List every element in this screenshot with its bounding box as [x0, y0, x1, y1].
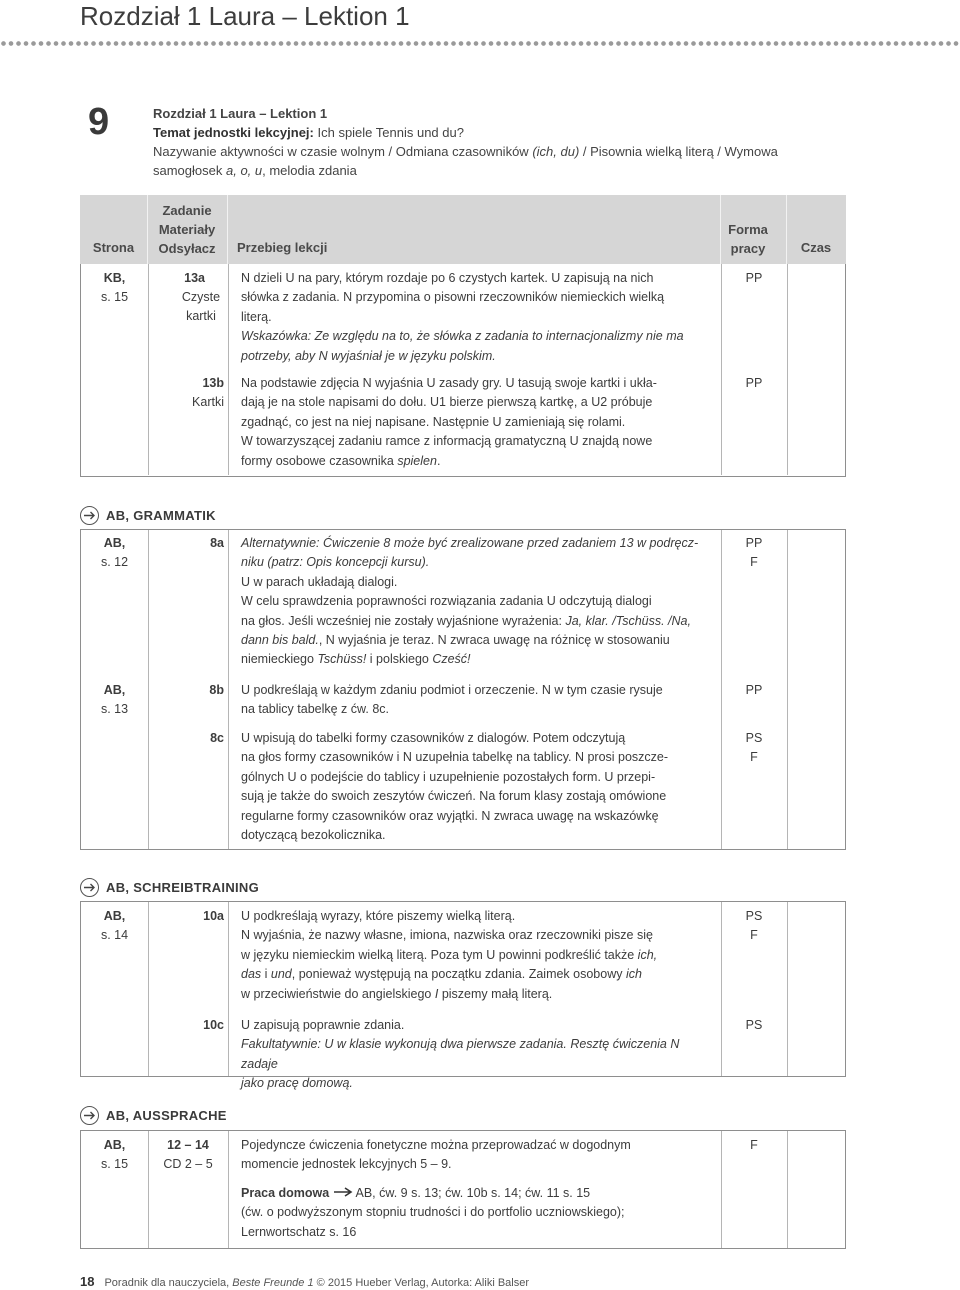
step-text-part: niemieckiego [241, 652, 318, 667]
forma-aussprache: F [750, 1138, 758, 1152]
forma-13a: PP [745, 271, 763, 285]
goals-text: (ich, du) [532, 144, 580, 159]
homework [241, 1184, 719, 1242]
header-forma-line: Forma [728, 222, 768, 237]
header-divider [147, 195, 148, 264]
lesson-step-8b [241, 681, 719, 720]
strona-cell [81, 1136, 148, 1175]
step-text: U podkreślają w każdym zdaniu podmiot i orzeczenie. N w tym czasie rysuje [241, 683, 663, 697]
header-strona: Strona [92, 240, 135, 255]
step-text-part: i [261, 967, 271, 982]
footer-text: Beste Freunde 1 [232, 1277, 314, 1289]
task-12-14 [148, 1136, 228, 1175]
page-title: Rozdział 1 Laura – Lektion 1 [80, 1, 410, 31]
lesson-step-13b [241, 374, 719, 471]
step-text [241, 452, 719, 471]
step-text: sują je także do swoich zeszytów ćwiczeń. Na forum klasy zostają omówione [241, 789, 667, 804]
step-text-part: ich, [637, 947, 658, 962]
forma-8b: PP [745, 683, 763, 697]
step-text-part: piszemy małą literą. [438, 986, 553, 1001]
task-13b [148, 374, 224, 413]
material-text: CD 2 – 5 [163, 1157, 213, 1172]
step-text [241, 946, 719, 965]
step-text: N dzieli U na pary, którym rozdaje po 6 czystych kartek. U zapisują na nich [241, 271, 654, 285]
strona-text: AB, [103, 909, 126, 923]
hint-text: potrzeby, aby N wyjaśniał je w języku polskim. [241, 348, 496, 363]
block-ab-aussprache [80, 1130, 846, 1249]
header-divider [720, 195, 721, 264]
step-text: U wpisują do tabelki formy czasowników z dialogów. Potem odczytują [241, 731, 626, 745]
header-przebieg: Przebieg lekcji [237, 240, 328, 255]
column-divider [721, 264, 722, 475]
lesson-number: 9 [88, 101, 110, 143]
forma-text: F [750, 750, 758, 765]
step-text-part: Cześć! [432, 652, 471, 667]
step-text: słówka z zadania. N przypomina o pisowni rzeczowników niemieckich wielką [241, 290, 665, 305]
block-ab-schreibtraining [80, 901, 846, 1091]
task-number: 13a [184, 271, 205, 285]
homework-label: Praca domowa [241, 1186, 330, 1200]
step-text: W celu sprawdzenia poprawności rozwiązania zadania U odczytują dialogi [241, 594, 652, 609]
step-text-part: formy osobowe czasownika [241, 453, 398, 468]
step-text: regularne formy czasowników oraz wyjątki. N zwraca uwagę na wskazówkę [241, 808, 659, 823]
section-aussprache [80, 1105, 227, 1125]
step-text-part: und [270, 967, 292, 982]
hint-text: jako pracę domową. [241, 1076, 353, 1091]
strona-text: AB, [103, 536, 126, 550]
forma-13b: PP [745, 376, 763, 390]
strona-cell [81, 681, 148, 720]
step-text [241, 612, 719, 631]
strona-cell [81, 907, 148, 946]
column-divider [148, 264, 149, 475]
step-text [241, 985, 719, 1004]
footer [80, 1275, 529, 1290]
column-divider [787, 902, 788, 1076]
step-text: U podkreślają wyrazy, które piszemy wielką literą. [241, 909, 516, 923]
forma-text: F [750, 555, 758, 570]
forma-text: F [750, 928, 758, 943]
task-13a [171, 269, 251, 288]
strona-text: s. 15 [100, 290, 129, 305]
column-divider [148, 902, 149, 1076]
material-text: kartki [186, 309, 216, 324]
section-label: AB, SCHREIBTRAINING [106, 879, 260, 895]
step-text-part: Tschüss! [317, 652, 367, 667]
lesson-step-13a [241, 269, 719, 366]
task-8c: 8c [210, 731, 224, 745]
hint-text: Wskazówka: Ze względu na to, że słówka z zadania to internacjonalizmy nie ma [241, 329, 684, 344]
column-divider [228, 530, 229, 849]
forma-10c: PS [745, 1018, 763, 1032]
goals-text: Nazywanie aktywności w czasie wolnym / Odmiana czasowników [153, 144, 533, 159]
step-text-part: , ponieważ występują na początku zdania. Zaimek osobowy [291, 967, 626, 982]
task-number: 12 – 14 [167, 1138, 209, 1152]
step-text: na głos formy czasowników i N uzupełnia tabelkę na tablicy. N prosi poszcze- [241, 750, 669, 765]
header-forma [720, 220, 776, 258]
hint-text: Fakultatywnie: U w klasie wykonują dwa pierwsze zadania. Resztę ćwiczenia N zadaje [241, 1037, 680, 1071]
step-text [241, 965, 719, 984]
goals-text: / Pisownia wielką literą / Wymowa [579, 144, 778, 159]
column-divider [787, 1131, 788, 1248]
step-text-part: I [434, 986, 439, 1001]
forma-10a [721, 907, 787, 946]
footer-text: © 2015 Hueber Verlag, Autorka: Aliki Balser [313, 1277, 530, 1289]
goals-text: a, o, u [225, 163, 263, 178]
header-zadanie [147, 201, 227, 258]
forma-text: PS [745, 909, 763, 923]
lesson-step-8a [241, 534, 719, 670]
page-number: 18 [80, 1274, 95, 1289]
forma-text: PP [745, 536, 763, 550]
step-text: na tablicy tabelkę z ćw. 8c. [241, 702, 389, 717]
arrow-right-circle-icon [80, 506, 99, 525]
arrow-right-circle-icon [80, 1106, 99, 1125]
homework-line [241, 1184, 719, 1203]
task-8a: 8a [210, 536, 224, 550]
header-forma-line: pracy [730, 241, 766, 256]
header-divider [786, 195, 787, 264]
lesson-header [153, 104, 853, 180]
step-text [241, 631, 719, 650]
forma-text: PS [745, 731, 763, 745]
topic-line [153, 123, 853, 142]
hint-text: niku (patrz: Opis koncepcji kursu). [241, 555, 430, 570]
goals-line-2 [153, 161, 853, 180]
strona-cell [81, 269, 148, 308]
column-divider [228, 1131, 229, 1248]
step-text-part: na głos. Jeśli wcześniej nie zostały wyjaśnione wyrażenia: [241, 613, 566, 628]
lesson-step-8c [241, 729, 719, 845]
block-kb-15 [80, 264, 846, 477]
strona-text: s. 12 [100, 555, 129, 570]
homework-text: Lernwortschatz s. 16 [241, 1224, 357, 1239]
table-header [80, 195, 846, 264]
goals-text: samogłosek [153, 163, 226, 178]
strona-text: AB, [103, 1138, 126, 1152]
goals-text: , melodia zdania [262, 163, 357, 178]
step-text [241, 650, 719, 669]
material-text: Czyste [181, 290, 221, 304]
topic-value: Ich spiele Tennis und du? [313, 125, 464, 140]
step-text: zgadnąć, co jest na niej napisane. Następnie U zamieniają się rolami. [241, 414, 626, 429]
section-grammatik [80, 505, 216, 525]
step-text: gólnych U o podejście do tablicy i uzupełnienie pozostałych form. U przepi- [241, 769, 656, 784]
step-text-part: Ja, klar. /Tschüss. /Na, [565, 613, 691, 628]
topic-label: Temat jednostki lekcyjnej: [153, 125, 314, 140]
task-number: 13b [202, 376, 224, 390]
step-text-part: spielen [397, 453, 437, 468]
step-text-part: w przeciwieństwie do angielskiego [241, 986, 435, 1001]
step-text-part: , N wyjaśnia je teraz. N zwraca uwagę na różnicę w stosowaniu [318, 633, 670, 648]
step-text: N wyjaśnia, że nazwy własne, imiona, nazwiska oraz rzeczowniki pisze się [241, 928, 653, 943]
forma-8c [721, 729, 787, 768]
strona-text: AB, [103, 683, 126, 697]
material-text: Kartki [192, 395, 224, 410]
hint-text: Alternatywnie: Ćwiczenie 8 może być zrealizowane przed zadaniem 13 w podręcz- [241, 536, 699, 550]
step-text-part: ich [625, 967, 642, 982]
lesson-step-aussprache [241, 1136, 719, 1175]
step-text: W towarzyszącej zadaniu ramce z informacją gramatyczną U znajdą nowe [241, 434, 653, 449]
section-schreibtraining [80, 877, 259, 897]
section-label: AB, AUSSPRACHE [106, 1107, 227, 1123]
header-zadanie-line: Materiały [158, 222, 216, 237]
strona-text: KB, [103, 271, 126, 285]
step-text-part: w języku niemieckim wielką literą. Poza tym U powinni podkreślić także [241, 947, 638, 962]
forma-8a [721, 534, 787, 573]
task-8b: 8b [209, 683, 224, 697]
step-text: momencie jednostek lekcyjnych 5 – 9. [241, 1157, 452, 1172]
step-text: dotyczącą bezokolicznika. [241, 828, 386, 843]
goals-line-1 [153, 142, 853, 161]
strona-cell [81, 534, 148, 573]
column-divider [787, 530, 788, 849]
lesson-step-10a [241, 907, 719, 1004]
arrow-right-circle-icon [80, 878, 99, 897]
footer-text: Poradnik dla nauczyciela, [104, 1277, 233, 1289]
strona-text: s. 14 [100, 928, 129, 943]
header-zadanie-line: Zadanie [162, 203, 212, 218]
materials-13a [161, 288, 241, 327]
step-text: U zapisują poprawnie zdania. [241, 1018, 405, 1032]
step-text-part: das [241, 967, 262, 982]
chapter-line: Rozdział 1 Laura – Lektion 1 [153, 106, 328, 121]
strona-text: s. 15 [100, 1157, 129, 1172]
step-text: literą. [241, 309, 272, 324]
block-ab-grammatik [80, 529, 846, 850]
arrow-right-icon [333, 1184, 353, 1203]
column-divider [787, 264, 788, 475]
strona-text: s. 13 [100, 702, 129, 717]
step-text-part: dann bis bald. [241, 633, 319, 648]
header-czas: Czas [800, 240, 832, 255]
column-divider [228, 902, 229, 1076]
task-10c: 10c [203, 1018, 224, 1032]
header-zadanie-line: Odsyłacz [158, 241, 216, 256]
step-text: Pojedyncze ćwiczenia fonetyczne można przeprowadzać w dogodnym [241, 1138, 631, 1152]
step-text: U w parach układają dialogi. [241, 574, 398, 589]
step-text-part: . [436, 453, 441, 468]
task-10a: 10a [203, 909, 224, 923]
homework-text: AB, ćw. 9 s. 13; ćw. 10b s. 14; ćw. 11 s. 15 [352, 1186, 591, 1200]
step-text-part: i polskiego [366, 652, 433, 667]
step-text: Na podstawie zdjęcia N wyjaśnia U zasady gry. U tasują swoje kartki i ukła- [241, 376, 657, 390]
header-divider [227, 195, 228, 264]
step-text: dają je na stole napisami do dołu. U1 bierze pierwszą kartkę, a U2 próbuje [241, 395, 653, 410]
lesson-step-10c [241, 1016, 719, 1094]
homework-text: (ćw. o podwyższonym stopniu trudności i do portfolio uczniowskiego); [241, 1205, 625, 1220]
dotted-divider [0, 40, 960, 47]
section-label: AB, GRAMMATIK [106, 507, 216, 523]
